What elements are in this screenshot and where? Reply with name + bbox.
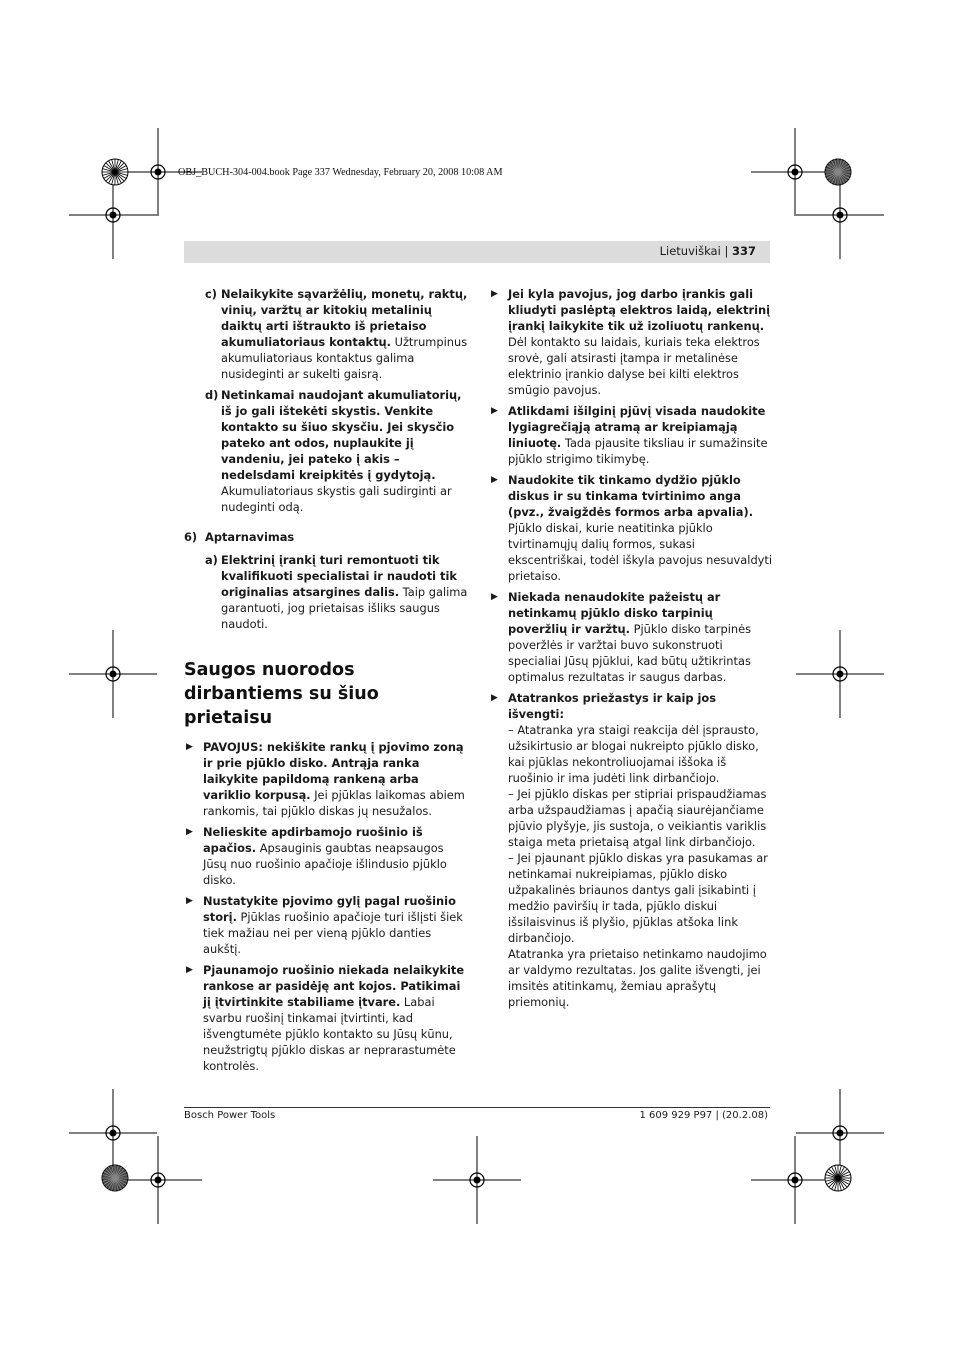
bullet-bold-text: Nustatykite pjovimo gylį pagal ruošinio storį. — [203, 894, 456, 924]
registration-dot-icon — [792, 1177, 799, 1184]
header-separator: | — [724, 244, 729, 258]
bullet-bold-text: Pjaunamojo ruošinio niekada nelaikykite rankose ar pasidėję ant kojos. Patikimai jį įtvirtinkite stabiliame įtvare. — [203, 963, 465, 1009]
list-item-d — [184, 387, 468, 515]
bullet-triangle-icon: ▶ — [491, 693, 498, 703]
header-language: Lietuviškai — [659, 244, 721, 258]
footer-doc-number: 1 609 929 P97 | (20.2.08) — [639, 1110, 768, 1121]
bullet-triangle-icon: ▶ — [186, 827, 193, 837]
section-heading: Saugos nuorodos dirbantiems su šiuo prietaisu — [184, 660, 379, 728]
bullet-bold-text: Naudokite tik tinkamo dydžio pjūklo diskus ir su tinkama tvirtinimo anga (pvz., žvaigždės formos arba apvalia). — [508, 473, 754, 519]
bullet-item — [489, 403, 773, 467]
footer-publisher: Bosch Power Tools — [184, 1110, 276, 1121]
bullet-text: Labai svarbu ruošinį tinkamai įtvirtinti, kad išvengtumėte pjūklo kontakto su Jūsų kūnu, neužstrigtų pjūklo diskas ar neprarastumėte kontrolės. — [203, 995, 456, 1073]
bullet-item — [184, 824, 468, 888]
item-text: Akumuliatoriaus skystis gali sudirginti ar nudeginti odą. — [221, 484, 452, 514]
item-label: d) — [205, 388, 219, 402]
bullet-item — [489, 286, 773, 398]
page-header — [184, 241, 770, 263]
registration-dot-icon — [155, 169, 162, 176]
section-6-heading — [184, 529, 468, 545]
list-item-c — [184, 286, 468, 382]
list-item-a — [184, 552, 468, 632]
bullet-triangle-icon: ▶ — [186, 965, 193, 975]
kickback-paragraph: Atatranka yra prietaiso netinkamo naudojimo ar valdymo rezultatas. Jos galite išvengti, jei imsitės atitinkamų, žemiau aprašytų priemonių. — [508, 947, 767, 1009]
section-number: 6) — [184, 530, 198, 544]
registration-dot-icon — [110, 212, 117, 219]
registration-dot-icon — [474, 1177, 481, 1184]
bullet-triangle-icon: ▶ — [491, 406, 498, 416]
registration-dot-icon — [792, 169, 799, 176]
bullet-triangle-icon: ▶ — [491, 289, 498, 299]
bullet-text: Pjūklo diskai, kurie neatitinka pjūklo tvirtinamųjų dalių formos, sukasi ekscentriškai, todėl iškyla pavojus nesuvaldyti prietaiso. — [508, 521, 773, 583]
item-bold-text: Nelaikykite sąvaržėlių, monetų, raktų, vinių, varžtų ar kitokių metalinių daiktų arti ištraukto iš prietaiso akumuliatoriaus kontaktų. — [221, 287, 468, 349]
footer-rule — [184, 1107, 770, 1108]
registration-dot-icon — [110, 671, 117, 678]
registration-dot-icon — [155, 1177, 162, 1184]
bullet-item — [489, 589, 773, 685]
bullet-text: Dėl kontakto su laidais, kuriais teka elektros srovė, gali atsirasti įtampa ir metalinėse elektrinio įrankio dalyse bei kilti elektros smūgio pavojus. — [508, 335, 760, 397]
bullet-item-kickback — [489, 690, 773, 1010]
bullet-bold-text: PAVOJUS: nekiškite rankų į pjovimo zoną ir prie pjūklo disko. Antrąja ranka laikykite papildomą rankeną arba variklio korpusą. — [203, 740, 464, 802]
left-column — [184, 286, 468, 1079]
bullet-bold-text: Jei kyla pavojus, jog darbo įrankis gali kliudyti paslėptą elektros laidą, elektrinį įrankį laikykite tik už izoliuotų rankenų. — [508, 287, 770, 333]
kickback-paragraph: – Atatranka yra staigi reakcija dėl įsprausto, užsikirtusio ar blogai nukreipto pjūklo disko, kai pjūklas nekontroliuojamai iššoka iš ruošinio ir ima judėti link dirbančiojo. — [508, 723, 759, 785]
item-label: a) — [205, 553, 218, 567]
bullet-bold-text: Atlikdami išilginį pjūvį visada naudokite lygiagrečiąją atramą ar kreipiamąją liniuotę. — [508, 404, 766, 450]
bullet-item — [184, 893, 468, 957]
bullet-item — [184, 739, 468, 819]
item-bold-text: Elektrinį įrankį turi remontuoti tik kvalifikuoti specialistai ir naudoti tik originalias atsargines dalis. — [221, 553, 457, 599]
bullet-text: Jei pjūklas laikomas abiem rankomis, tai pjūklo diskas jų nesužalos. — [203, 788, 465, 818]
registration-dot-icon — [837, 671, 844, 678]
section-title-small: Aptarnavimas — [205, 530, 295, 544]
bullet-triangle-icon: ▶ — [186, 742, 193, 752]
item-label: c) — [205, 287, 217, 301]
bullet-text: Apsauginis gaubtas neapsaugos Jūsų nuo ruošinio apačioje išlindusio pjūklo disko. — [203, 841, 447, 887]
bullet-bold-text: Atatrankos priežastys ir kaip jos išvengti: — [508, 691, 717, 721]
kickback-paragraph: – Jei pjūklo diskas per stipriai prispaudžiamas arba užspaudžiamas į apačią siaurėjančiame pjūvio plyšyje, jis sustoja, o veikiantis variklis staiga meta prietaisą atgal link dirbančiojo. — [508, 787, 767, 849]
bullet-triangle-icon: ▶ — [491, 475, 498, 485]
bullet-bold-text: Nelieskite apdirbamojo ruošinio iš apačios. — [203, 825, 423, 855]
item-text: Taip galima garantuoti, jog prietaisas išliks saugus naudoti. — [221, 585, 468, 631]
bullet-item — [184, 962, 468, 1074]
bullet-bold-text: Niekada nenaudokite pažeistų ar netinkamų pjūklo disko tarpinių poveržlių ir varžtų. — [508, 590, 721, 636]
registration-dot-icon — [110, 1130, 117, 1137]
bullet-item — [489, 472, 773, 584]
bullet-text: Tada pjausite tiksliau ir sumažinsite pjūklo strigimo tikimybę. — [508, 436, 768, 466]
bullet-triangle-icon: ▶ — [491, 592, 498, 602]
print-info-line: OBJ_BUCH-304-004.book Page 337 Wednesday, February 20, 2008 10:08 AM — [178, 167, 503, 178]
registration-dot-icon — [837, 1130, 844, 1137]
page-number: 337 — [731, 244, 756, 258]
bullet-triangle-icon: ▶ — [186, 896, 193, 906]
registration-dot-icon — [837, 212, 844, 219]
item-bold-text: Netinkamai naudojant akumuliatorių, iš jo gali ištekėti skystis. Venkite kontakto su šiuo skysčiu. Jei skysčio pateko ant odos, nuplaukite jį vandeniu, jei pateko į akis – nedelsdami kreipkitės į gydytoją. — [221, 388, 462, 482]
header-text — [660, 244, 756, 258]
kickback-paragraph: – Jei pjaunant pjūklo diskas yra pasukamas ar netinkamai nukreipiamas, pjūklo disko užpakalinės briaunos dantys gali įsikabinti į medžio paviršių ir tada, pjūklo diskui išsilaisvinus iš plyšio, pjūklas atšoka link dirbančiojo. — [508, 851, 768, 945]
bullet-text: Pjūklo disko tarpinės poveržlės ir varžtai buvo sukonstruoti specialiai Jūsų pjūklui, kad būtų užtikrintas optimalus rezultatas ir saugus darbas. — [508, 622, 752, 684]
bullet-text: Pjūklas ruošinio apačioje turi išlįsti šiek tiek mažiau nei per vieną pjūklo danties aukštį. — [203, 910, 463, 956]
item-text: Užtrumpinus akumuliatoriaus kontaktus galima nusideginti ar sukelti gaisrą. — [221, 335, 468, 381]
right-column — [489, 286, 773, 1015]
